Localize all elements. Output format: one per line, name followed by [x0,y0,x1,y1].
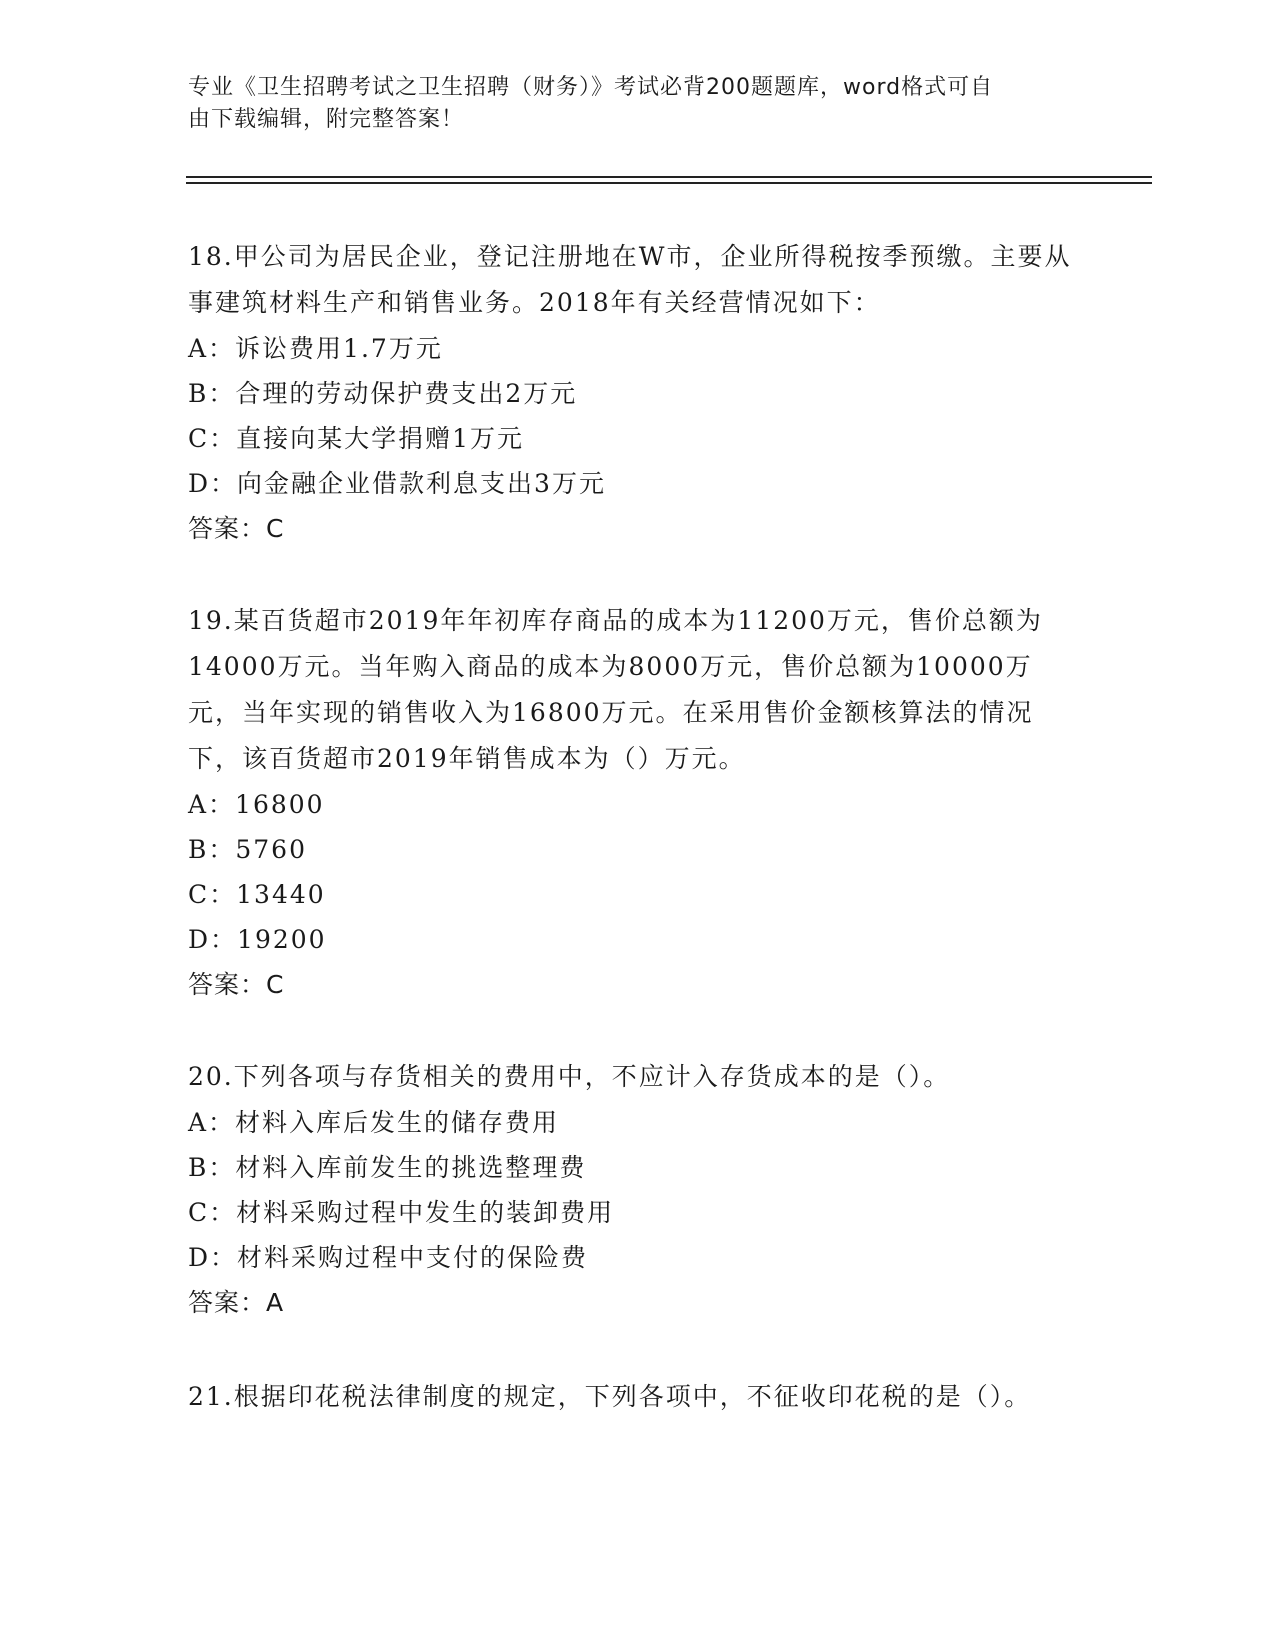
option-a: A：材料入库后发生的储存费用 [188,1108,560,1137]
header-divider-bottom [186,182,1152,184]
option-c: C：13440 [188,880,326,909]
question-21 [188,1374,1078,1420]
option-c: C：直接向某大学捐赠1万元 [188,424,525,453]
question-stem: 21.根据印花税法律制度的规定，下列各项中，不征收印花税的是（）。 [188,1382,1032,1411]
answer: 答案：C [188,514,285,543]
question-stem: 20.下列各项与存货相关的费用中，不应计入存货成本的是（）。 [188,1062,951,1091]
question-19 [188,598,1078,1008]
header-line-1: 专业《卫生招聘考试之卫生招聘（财务）》考试必背200题题库，word格式可自 [188,75,994,100]
option-d: D：19200 [188,925,327,954]
question-20 [188,1054,1078,1326]
option-c: C：材料采购过程中发生的装卸费用 [188,1198,615,1227]
question-stem: 18.甲公司为居民企业，登记注册地在W市，企业所得税按季预缴。主要从事建筑材料生产和销售业务。2018年有关经营情况如下： [188,242,1072,317]
header-line-2: 由下载编辑，附完整答案！ [188,107,465,132]
answer: 答案：A [188,1288,285,1317]
option-d: D：向金融企业借款利息支出3万元 [188,469,606,498]
question-stem: 19.某百货超市2019年年初库存商品的成本为11200万元，售价总额为14000万元。当年购入商品的成本为8000万元，售价总额为10000万元，当年实现的销售收入为16800万元。在采用售价金额核算法的情况下，该百货超市2019年销售成本为（）万元。 [188,606,1043,773]
option-d: D：材料采购过程中支付的保险费 [188,1243,589,1272]
option-a: A：诉讼费用1.7万元 [188,334,443,363]
answer: 答案：C [188,970,285,999]
document-header [188,72,1068,136]
option-b: B：5760 [188,835,307,864]
question-18 [188,234,1078,552]
header-divider-top [186,176,1152,178]
option-b: B：合理的劳动保护费支出2万元 [188,379,578,408]
option-b: B：材料入库前发生的挑选整理费 [188,1153,587,1182]
option-a: A：16800 [188,790,325,819]
